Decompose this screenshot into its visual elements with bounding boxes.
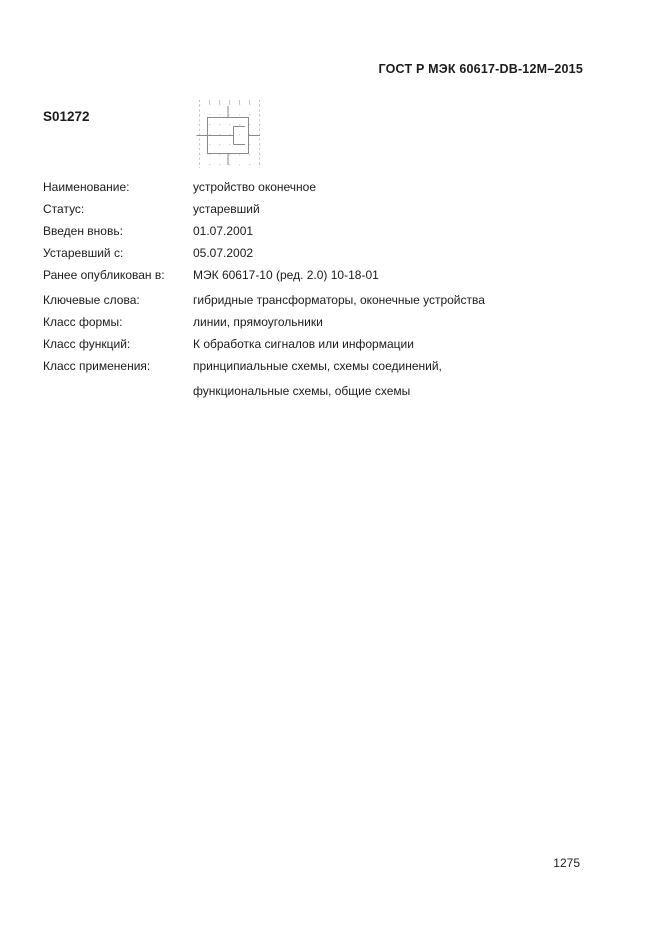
symbol-id: S01272	[43, 109, 90, 124]
field-row-reintroduced	[43, 220, 603, 242]
field-value: устройство оконечное	[193, 180, 317, 194]
field-label: Введен вновь:	[43, 224, 123, 238]
field-value: линии, прямоугольники	[193, 315, 323, 329]
field-label: Класс применения:	[43, 359, 151, 373]
field-row-keywords	[43, 289, 603, 311]
field-value: 05.07.2002	[193, 246, 254, 260]
page-number: 1275	[553, 856, 580, 870]
field-value: устаревший	[193, 202, 260, 216]
field-label: Ключевые слова:	[43, 293, 140, 307]
field-row-status	[43, 198, 603, 220]
field-list	[43, 176, 603, 402]
field-row-function-class	[43, 333, 603, 355]
symbol-grid-dots	[196, 100, 262, 168]
field-label: Наименование:	[43, 180, 130, 194]
field-value: К обработка сигналов или информации	[193, 337, 414, 351]
field-label: Класс формы:	[43, 315, 123, 329]
field-value-line1: принципиальные схемы, схемы соединений,	[193, 359, 442, 373]
field-value	[193, 355, 603, 402]
field-row-application-class	[43, 355, 603, 402]
standard-header: ГОСТ Р МЭК 60617-DB-12M–2015	[378, 62, 583, 76]
field-label: Статус:	[43, 202, 85, 216]
field-value: 01.07.2001	[193, 224, 254, 238]
field-row-name	[43, 176, 603, 198]
field-row-shape-class	[43, 311, 603, 333]
field-row-obsolete-since	[43, 242, 603, 264]
field-row-previously-published	[43, 264, 603, 286]
terminating-device-symbol-graphic	[193, 97, 265, 173]
field-label: Устаревший с:	[43, 246, 124, 260]
field-value-line2: функциональные схемы, общие схемы	[193, 384, 411, 398]
field-label: Ранее опубликован в:	[43, 268, 165, 282]
field-value: МЭК 60617-10 (ред. 2.0) 10-18-01	[193, 268, 379, 282]
field-value: гибридные трансформаторы, оконечные устройства	[193, 293, 485, 307]
field-label: Класс функций:	[43, 337, 131, 351]
